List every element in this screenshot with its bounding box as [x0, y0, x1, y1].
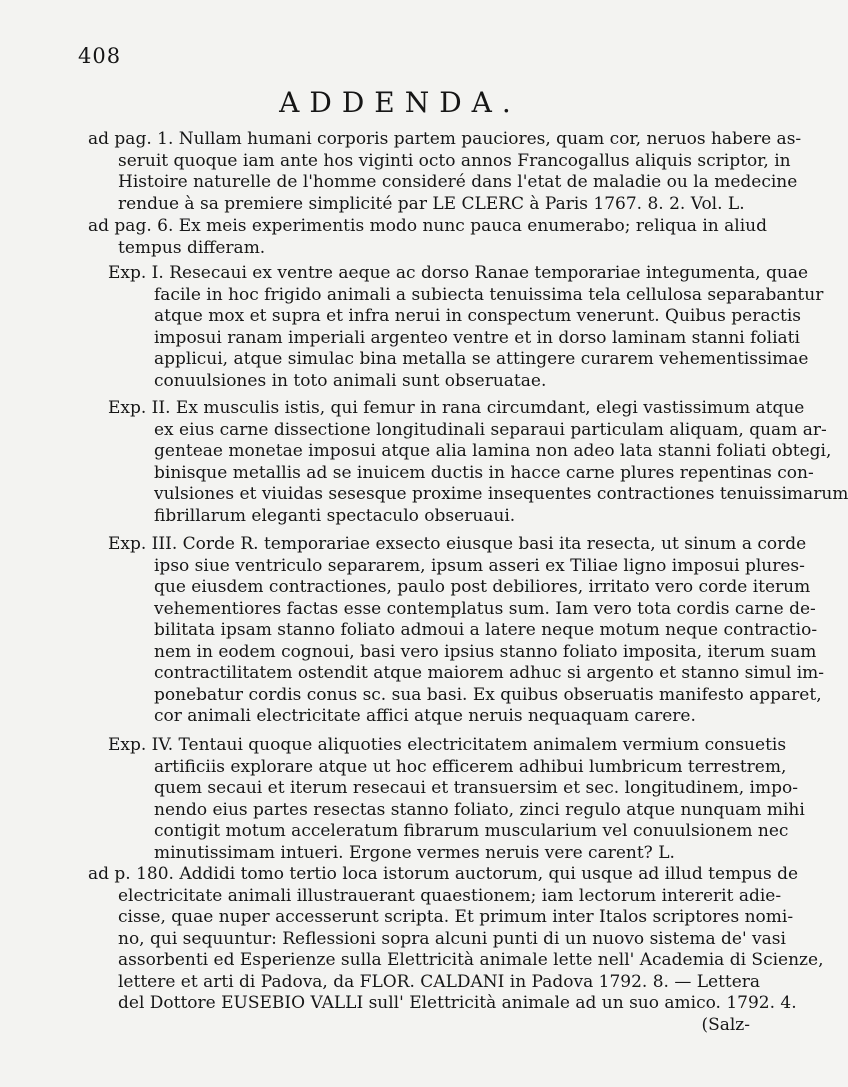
addendum-entry — [88, 864, 824, 1015]
experiment-entry — [88, 398, 848, 527]
experiment-entry — [88, 735, 805, 864]
text-line: conuulsiones in toto animali sunt obseruatae. — [154, 370, 547, 391]
text-line: Exp. IV. Tentaui quoque aliquoties electricitatem animalem vermium consuetis — [108, 735, 787, 755]
text-line: rendue à sa premiere simplicité par LE CLERC à Paris 1767. 8. 2. Vol. L. — [118, 193, 745, 214]
text-line: ponebatur cordis conus sc. sua basi. Ex quibus obseruatis manifesto apparet, — [154, 684, 822, 705]
text-line: tempus differam. — [118, 237, 266, 258]
addendum-entry — [88, 129, 802, 215]
text-line: contigit motum acceleratum fibrarum muscularium vel conuulsionem nec — [154, 821, 789, 841]
text-line: minutissimam intueri. Ergone vermes neruis vere carent? L. — [154, 842, 675, 863]
text-line: applicui, atque simulac bina metalla se attingere curarem vehementissimae — [154, 349, 809, 369]
text-line: quem secaui et iterum resecaui et transuersim et sec. longitudinem, impo- — [154, 778, 798, 798]
text-line: imposui ranam imperiali argenteo ventre et in dorso laminam stanni foliati — [154, 327, 800, 348]
text-line: genteae monetae imposui atque alia lamina non adeo lata stanni foliati obtegi, — [154, 441, 832, 461]
text-line: Exp. I. Resecaui ex ventre aeque ac dorso Ranae temporariae integumenta, quae — [108, 263, 809, 283]
text-line: artificiis explorare atque ut hoc efficerem adhibui lumbricum terrestrem, — [154, 756, 787, 777]
text-line: binisque metallis ad se inuicem ductis in hacce carne plures repentinas con- — [154, 462, 814, 483]
text-line: lettere et arti di Padova, da FLOR. CALDANI in Padova 1792. 8. — Lettera — [118, 971, 761, 992]
text-line: nendo eius partes resectas stanno foliato, zinci regulo atque nunquam mihi — [154, 799, 805, 820]
text-line: vehementiores factas esse contemplatus sum. Iam vero tota cordis carne de- — [154, 598, 816, 619]
addendum-entry — [88, 216, 767, 259]
experiment-entry — [88, 263, 824, 392]
text-line: facile in hoc frigido animali a subiecta tenuissima tela cellulosa separabantur — [154, 284, 824, 305]
text-line: cor animali electricitate affici atque neruis nequaquam carere. — [154, 706, 696, 726]
text-line: contractilitatem ostendit atque maiorem adhuc si argento et stanno simul im- — [154, 663, 825, 683]
text-line: no, qui sequuntur: Reflessioni sopra alcuni punti di un nuovo sistema de' vasi — [118, 928, 786, 949]
text-line: Exp. II. Ex musculis istis, qui femur in rana circumdant, elegi vastissimum atque — [108, 398, 805, 418]
text-line: ex eius carne dissectione longitudinali separaui particulam aliquam, quam ar- — [154, 419, 827, 440]
text-line: del Dottore EUSEBIO VALLI sull' Elettricità animale ad un suo amico. 1792. 4. — [118, 993, 797, 1013]
text-line: vulsiones et viuidas sesesque proxime insequentes contractiones tenuissimarum — [154, 484, 848, 504]
page-heading: ADDENDA. — [279, 86, 521, 119]
experiment-entry — [88, 534, 825, 728]
text-line: ad pag. 1. Nullam humani corporis partem pauciores, quam cor, neruos habere as- — [88, 129, 802, 149]
text-line: bilitata ipsam stanno foliato admoui a latere neque motum neque contractio- — [154, 620, 818, 640]
text-line: fibrillarum eleganti spectaculo obseruaui. — [154, 505, 516, 526]
text-line: atque mox et supra et infra nerui in conspectum venerunt. Quibus peractis — [154, 306, 802, 326]
text-line: ad p. 180. Addidi tomo tertio loca istorum auctorum, qui usque ad illud tempus de — [88, 864, 799, 884]
text-line: Histoire naturelle de l'homme consideré dans l'etat de maladie ou la medecine — [118, 172, 798, 192]
page-number: 408 — [78, 44, 122, 68]
text-line: electricitate animali illustrauerant quaestionem; iam lectorum intererit adie- — [118, 885, 782, 906]
text-line: seruit quoque iam ante hos viginti octo annos Francogallus aliquis scriptor, in — [118, 150, 791, 171]
text-line: assorbenti ed Esperienze sulla Elettricità animale lette nell' Academia di Scienze, — [118, 950, 824, 970]
text-line: que eiusdem contractiones, paulo post debiliores, irritato vero corde iterum — [154, 577, 811, 597]
text-line: ad pag. 6. Ex meis experimentis modo nunc pauca enumerabo; reliqua in aliud — [88, 216, 767, 236]
text-line: Exp. III. Corde R. temporariae exsecto eiusque basi ita resecta, ut sinum a corde — [108, 534, 807, 554]
text-line: ipso siue ventriculo separarem, ipsum asseri ex Tiliae ligno imposui plures- — [154, 555, 805, 576]
text-line: nem in eodem cognoui, basi vero ipsius stanno foliato imposita, iterum suam — [154, 641, 817, 662]
catchword: (Salz- — [701, 1015, 750, 1035]
text-line: cisse, quae nuper accesserunt scripta. Et primum inter Italos scriptores nomi- — [118, 907, 794, 927]
